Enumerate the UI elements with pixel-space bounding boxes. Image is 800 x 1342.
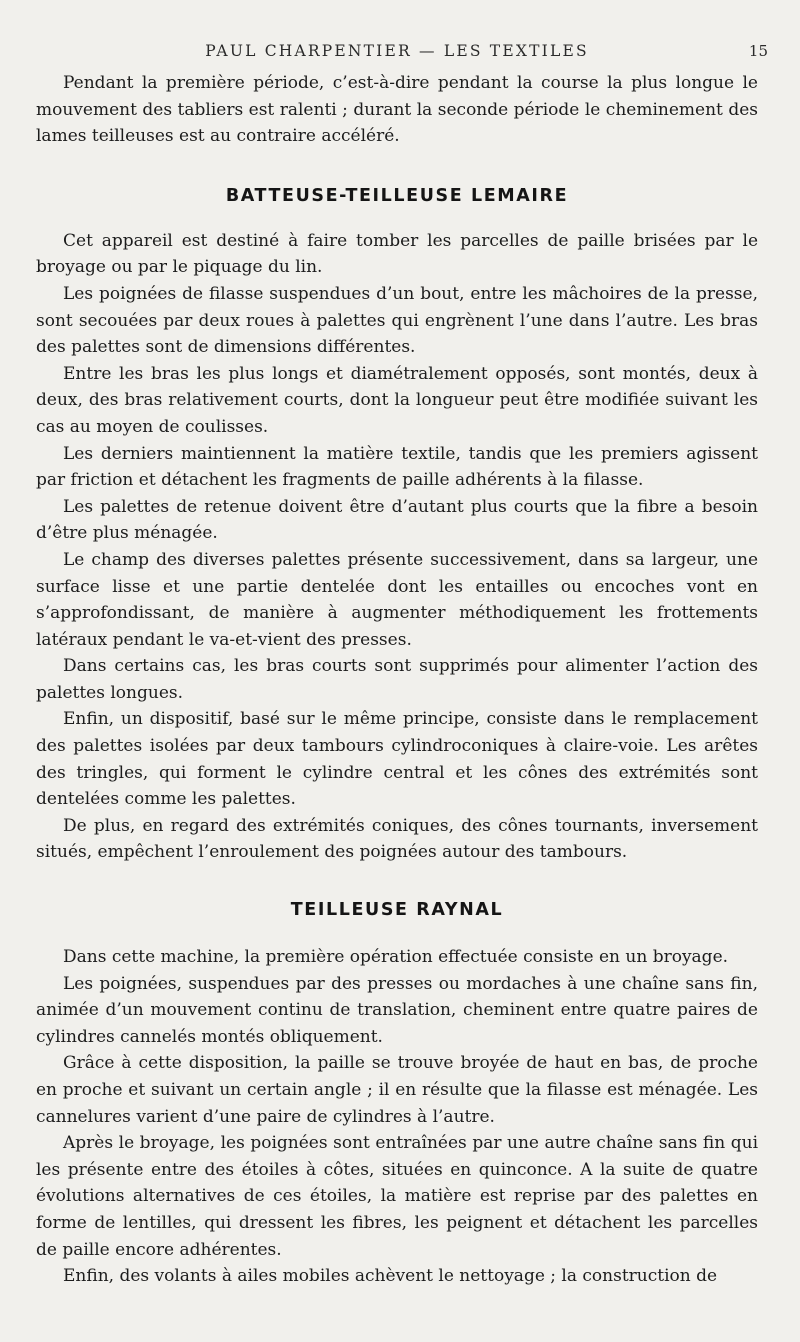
paragraph: Cet appareil est destiné à faire tomber les parcelles de paille brisées par le broyage ou par le piquage du lin. (36, 230, 758, 278)
section-raynal (36, 944, 758, 1290)
section-title-lemaire: BATTEUSE-TEILLEUSE LEMAIRE (225, 185, 569, 206)
paragraph: Dans cette machine, la première opération effectuée consiste en un broyage. (63, 947, 729, 968)
page-number: 15 (748, 42, 768, 60)
paragraph: Les poignées de filasse suspendues d’un bout, entre les mâchoires de la presse, sont secouées par deux roues à palettes qui engrènent l’une dans l’autre. Les bras des palettes sont de dimensions différentes. (36, 283, 758, 358)
paragraph: Enfin, un dispositif, basé sur le même principe, consiste dans le remplacement des palettes isolées par deux tambours cylindroconiques à claire-voie. Les arêtes des tringles, qui forment le cylindre central et les cônes des extrémités sont dentelées comme les palettes. (36, 709, 758, 810)
paragraph: Enfin, des volants à ailes mobiles achèvent le nettoyage ; la construction de (63, 1266, 718, 1287)
paragraph: Pendant la première période, c’est-à-dire pendant la course la plus longue le mouvement des tabliers est ralenti ; durant la seconde période le cheminement des lames teilleuses est au contraire accéléré. (36, 73, 758, 147)
paragraph: Les palettes de retenue doivent être d’autant plus courts que la fibre a besoin d’être plus ménagée. (36, 496, 758, 544)
paragraph: Les poignées, suspendues par des presses ou mordaches à une chaîne sans fin, animée d’un mouvement continu de translation, cheminent entre quatre paires de cylindres cannelés montés obliquement. (36, 973, 758, 1047)
paragraph: Après le broyage, les poignées sont entraînées par une autre chaîne sans fin qui les présente entre des étoiles à côtes, situées en quinconce. A la suite de quatre évolutions alternatives de ces étoiles, la matière est reprise par des palettes en forme de lentilles, qui dressent les fibres, les peignent et détachent les parcelles de paille encore adhérentes. (36, 1133, 758, 1260)
intro-section (36, 70, 758, 150)
running-title: PAUL CHARPENTIER — LES TEXTILES (205, 42, 589, 60)
paragraph: Entre les bras les plus longs et diamétralement opposés, sont montés, deux à deux, des bras relativement courts, dont la longueur peut être modifiée suivant les cas au moyen de coulisses. (36, 363, 758, 437)
section-title-raynal: TEILLEUSE RAYNAL (290, 900, 504, 921)
paragraph: De plus, en regard des extrémités coniques, des cônes tournants, inversement situés, empêchent l’enroulement des poignées autour des tambours. (36, 815, 758, 863)
paragraph: Grâce à cette disposition, la paille se trouve broyée de haut en bas, de proche en proche et suivant un certain angle ; il en résulte que la filasse est ménagée. Les cannelures varient d’une paire de cylindres à l’autre. (36, 1053, 758, 1127)
section-lemaire (36, 228, 758, 866)
running-header (36, 36, 768, 66)
paragraph: Dans certains cas, les bras courts sont supprimés pour alimenter l’action des palettes longues. (36, 656, 758, 703)
paragraph: Le champ des diverses palettes présente successivement, dans sa largeur, une surface lisse et une partie dentelée dont les entailles ou encoches vont en s’approfondissant, de manière à augmenter méthodiquement les frottements latéraux pendant le va-et-vient des presses. (36, 549, 758, 650)
paragraph: Les derniers maintiennent la matière textile, tandis que les premiers agissent par friction et détachent les fragments de paille adhérents à la filasse. (36, 443, 758, 491)
